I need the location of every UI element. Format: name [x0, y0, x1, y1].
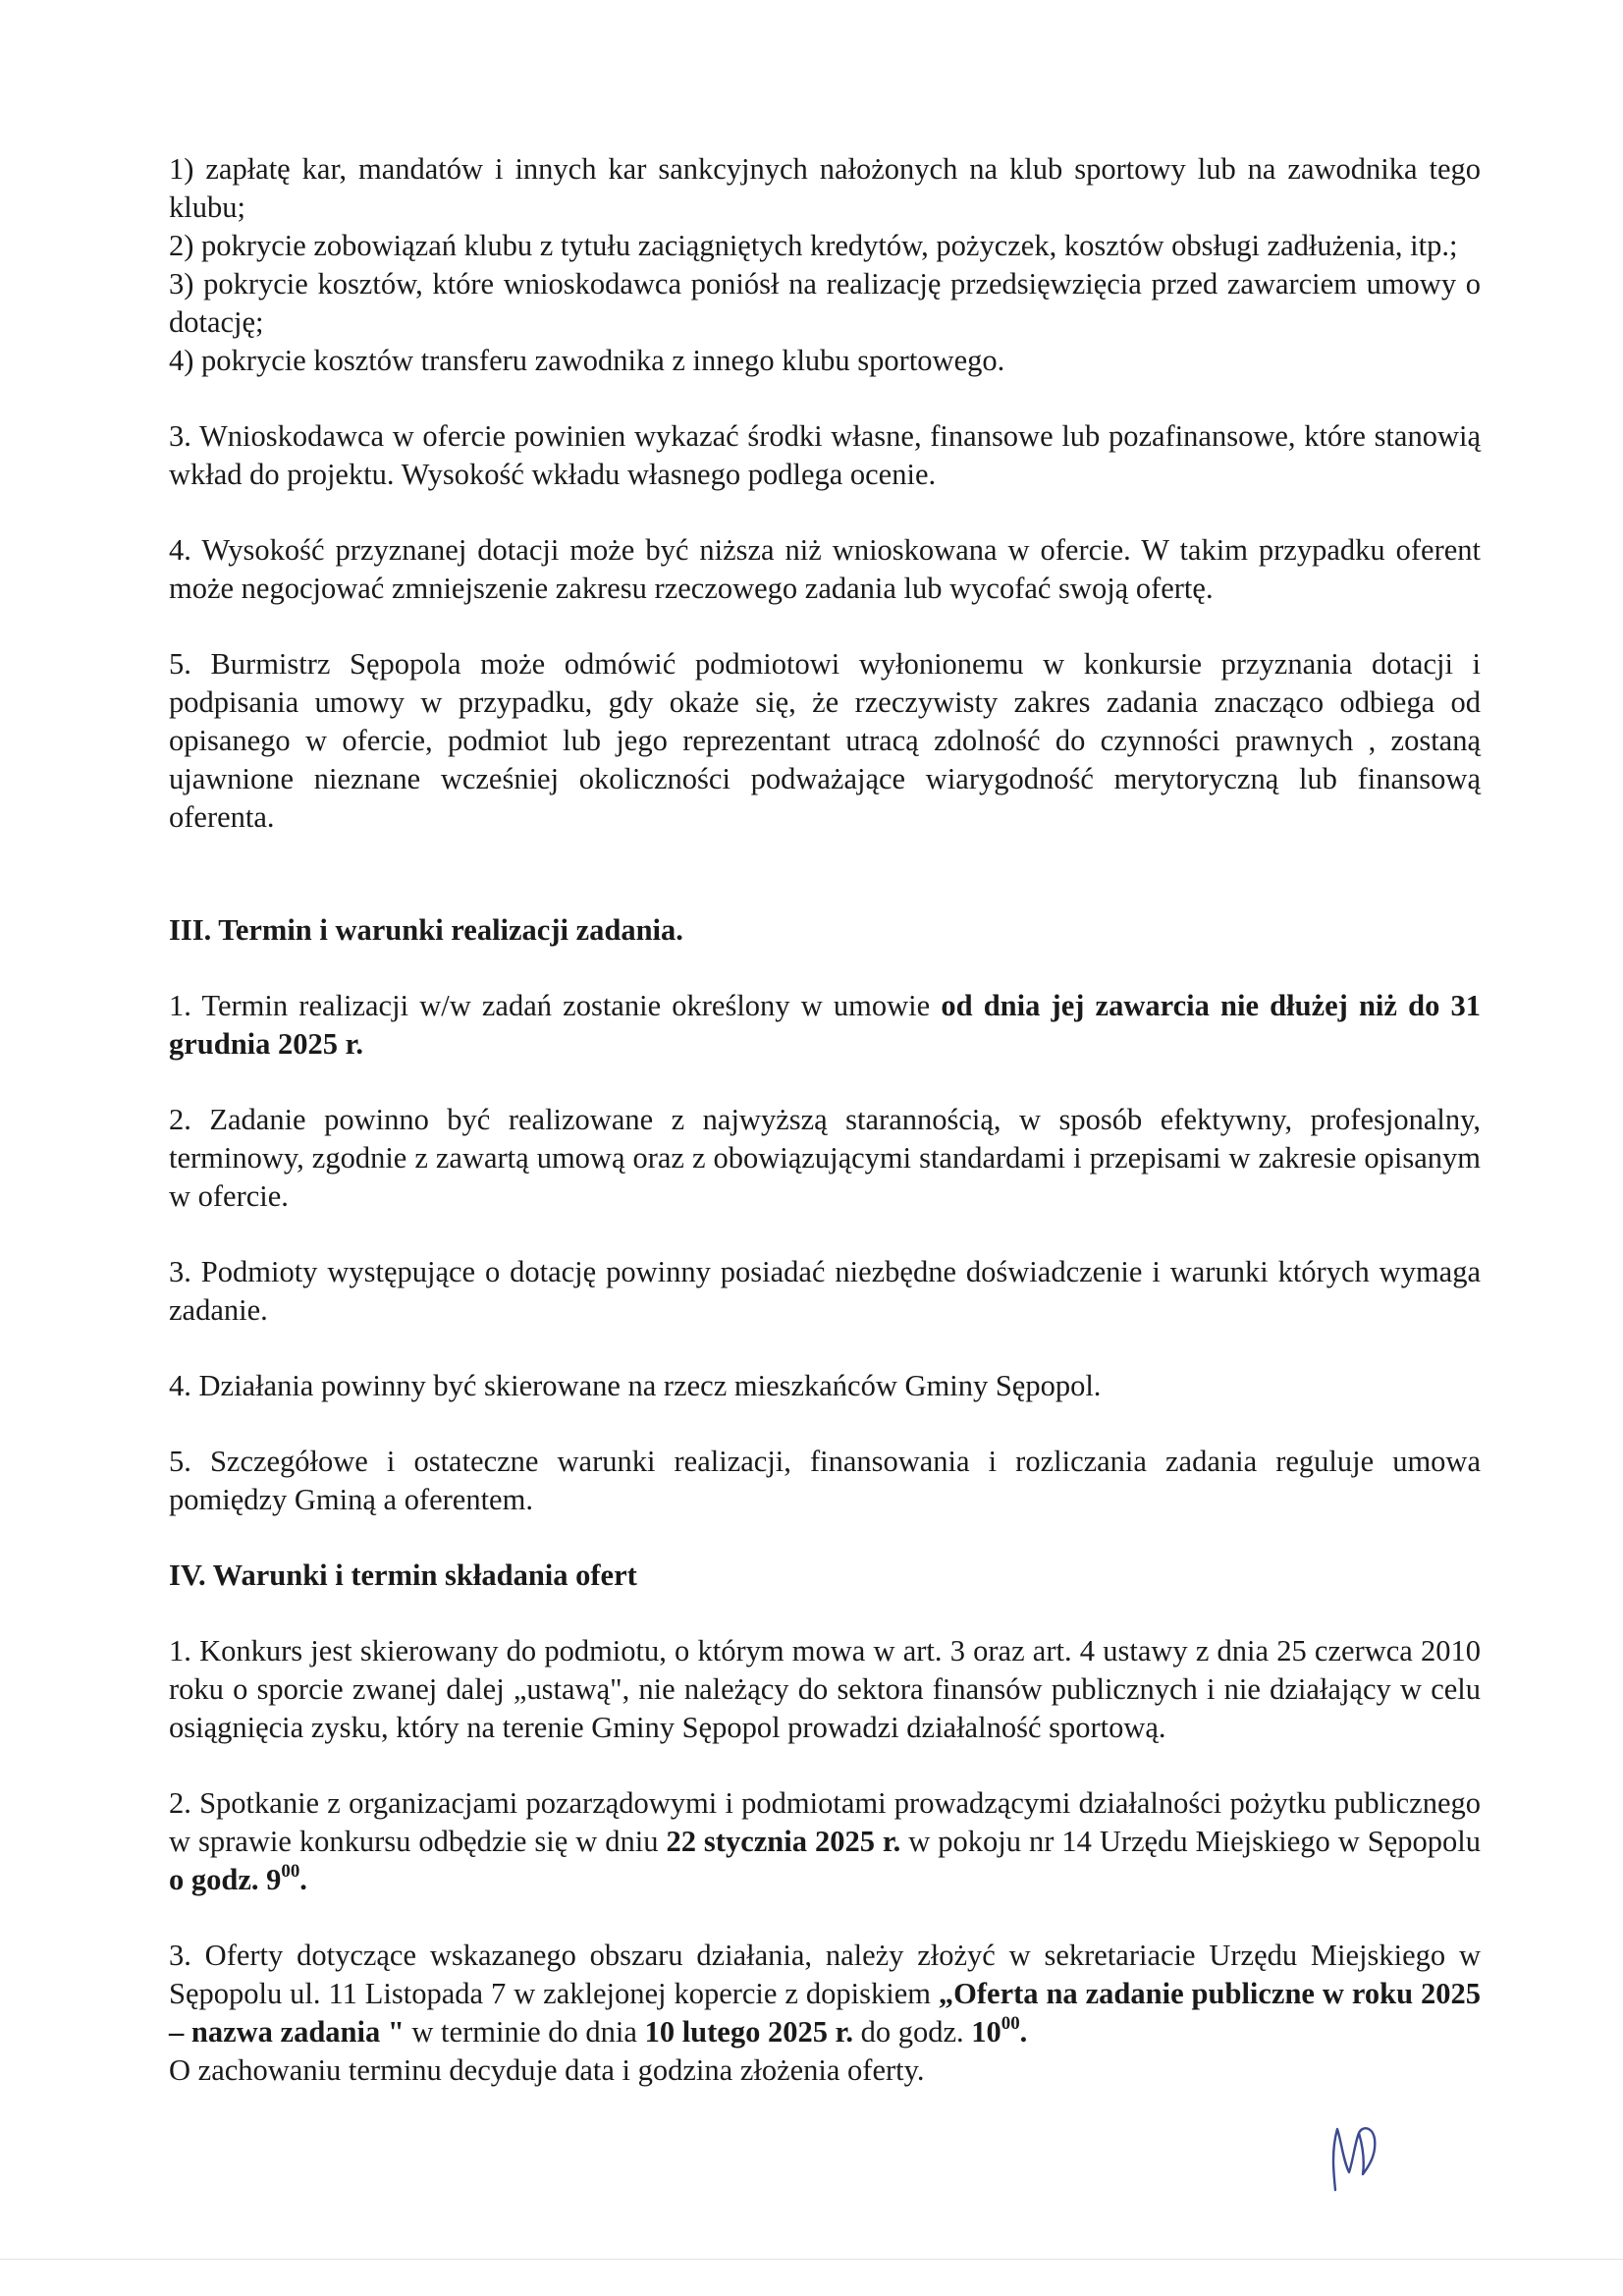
paragraph-grant-amount: 4. Wysokość przyznanej dotacji może być niższa niż wnioskowana w ofercie. W takim przypadku oferent może negocjować zmniejszenie zakresu rzeczowego zadania lub wycofać swoją ofertę. [169, 533, 1481, 605]
page-edge-divider [0, 2259, 1623, 2260]
paragraph-own-contribution: 3. Wnioskodawca w ofercie powinien wykazać środki własne, finansowe lub pozafinansowe, które stanowią wkład do projektu. Wysokość wkładu własnego podlega ocenie. [169, 419, 1481, 491]
list-item: 3) pokrycie kosztów, które wnioskodawca poniósł na realizację przedsięwzięcia przed zawarciem umowy o dotację; [169, 267, 1481, 339]
paragraph-conditions: 5. Szczegółowe i ostateczne warunki realizacji, finansowania i rozliczania zadania reguluje umowa pomiędzy Gminą a oferentem. [169, 1445, 1481, 1516]
paragraph-term: 1. Termin realizacji w/w zadań zostanie określony w umowie od dnia jej zawarcia nie dłużej niż do 31 grudnia 2025 r. [169, 989, 1481, 1061]
paragraph-meeting: 2. Spotkanie z organizacjami pozarządowymi i podmiotami prowadzącymi działalności pożytku publicznego w sprawie konkursu odbędzie się w dniu 22 stycznia 2025 r. w pokoju nr 14 Urzędu Miejskiego w Sępopolu o godz. $9^{00}$. [169, 1786, 1481, 1896]
paragraph-refusal: 5. Burmistrz Sępopola może odmówić podmiotowi wyłonionemu w konkursie przyznania dotacji i podpisania umowy w przypadku, gdy okaże się, że rzeczywisty zakres zadania znacząco odbiega od opisanego w ofercie, podmiot lub jego reprezentant utracą zdolność do czynności prawnych , zostaną ujawnione nieznane wcześniej okoliczności podważające wiarygodność merytoryczną lub finansową oferenta. [169, 647, 1481, 834]
list-item: 1) zapłatę kar, mandatów i innych kar sankcyjnych nałożonych na klub sportowy lub na zawodnika tego klubu; [169, 152, 1481, 224]
paragraph-deadline-note: O zachowaniu terminu decyduje data i godzina złożenia oferty. [169, 2053, 925, 2087]
paragraph-competition: 1. Konkurs jest skierowany do podmiotu, o którym mowa w art. 3 oraz art. 4 ustawy z dnia 25 czerwca 2010 roku o sporcie zwanej dalej „ustawą", nie należący do sektora finansów publicznych i nie działający w celu osiągnięcia zysku, który na terenie Gminy Sępopol prowadzi działalność sportową. [169, 1634, 1481, 1744]
section-heading-iv: IV. Warunki i termin składania ofert [169, 1558, 637, 1592]
list-item: 2) pokrycie zobowiązań klubu z tytułu zaciągniętych kredytów, pożyczek, kosztów obsługi zadłużenia, itp.; [169, 229, 1458, 262]
paragraph-experience: 3. Podmioty występujące o dotację powinny posiadać niezbędne doświadczenie i warunki których wymaga zadanie. [169, 1255, 1481, 1327]
paragraph-residents: 4. Działania powinny być skierowane na rzecz mieszkańców Gminy Sępopol. [169, 1369, 1102, 1402]
section-heading-iii: III. Termin i warunki realizacji zadania. [169, 913, 683, 947]
paragraph-submission: 3. Oferty dotyczące wskazanego obszaru działania, należy złożyć w sekretariacie Urzędu Miejskiego w Sępopolu ul. 11 Listopada 7 w zaklejonej kopercie z dopiskiem „Oferta na zadanie publiczne w roku 2025 – nazwa zadania " w terminie do dnia 10 lutego 2025 r. do godz. $10^{00}$. [169, 1939, 1481, 2049]
list-item: 4) pokrycie kosztów transferu zawodnika z innego klubu sportowego. [169, 344, 1005, 377]
paragraph-diligence: 2. Zadanie powinno być realizowane z najwyższą starannością, w sposób efektywny, profesjonalny, terminowy, zgodnie z zawartą umową oraz z obowiązującymi standardami i przepisami w zakresie opisanym w ofercie. [169, 1103, 1481, 1213]
handwritten-initials-icon [1316, 2111, 1394, 2200]
document-body [169, 150, 1481, 2090]
